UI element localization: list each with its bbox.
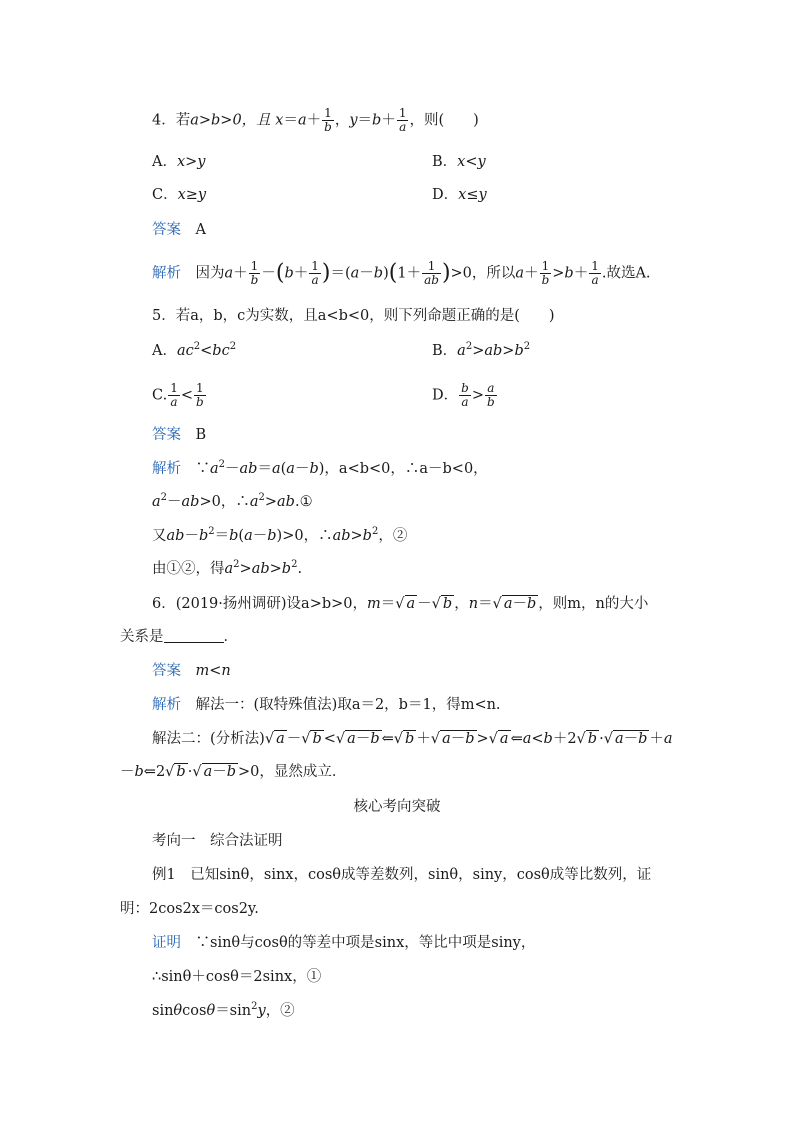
q6-solution-line-1: 解析 解法一：(取特殊值法)取a＝2，b＝1，得m<n.: [152, 697, 501, 713]
q4-option-b: B．x<y: [432, 154, 486, 170]
example-1-proof-line-3: $\sin\theta\cos\theta=\sin^2y$，②: [152, 1001, 295, 1019]
q4-solution: 解析 因为a＋ $\frac{1}{b}$ －(b＋ $\frac{1}{a}$ )＝(a－b)(1＋ $\frac{1}{ab}$ )>0，所以a＋ $\frac{1}{b}$ >b＋ $\frac{1}{a}$ .故选A.: [152, 259, 651, 287]
q6-solution-line-2: 解法二：(分析法)√ a －√ b <√ a－b ⇐√ b ＋√ a－b >√ a ⇐a<b＋2√ b ·√ a－b ＋a: [152, 731, 673, 747]
q5-solution-line-4: 由①②，得$a^2>ab>b^2$.: [152, 559, 303, 577]
q6-solution-line-3: －b⇐2√ b ·√ a－b >0，显然成立．: [120, 764, 347, 780]
section-title: 核心考向突破: [353, 799, 441, 815]
q4-stem: 4．若a>b>0，且 x＝a＋ $\frac{1}{b}$ ，y＝b＋ $\frac{1}{a}$ ，则( ): [152, 106, 479, 134]
answer-label: 答案: [152, 663, 181, 679]
q5-solution-line-3: 又$ab-b^2=b(a-b)>0$，$\therefore ab>b^2$，②: [152, 526, 408, 544]
q6-answer: 答案 m<n: [152, 663, 231, 679]
solution-label: 解析: [152, 265, 181, 282]
example-1-stem-line-2: 明：2cos2x＝cos2y.: [120, 901, 259, 917]
example-1-stem: 例1 已知sinθ，sinx，cosθ成等差数列，sinθ，siny，cosθ成等比数列，证: [152, 867, 652, 883]
solution-label: 解析: [152, 697, 181, 713]
proof-label: 证明: [152, 935, 181, 951]
q5-solution-line-1: 解析 $\because a^2-ab=a(a-b)$，a<b<0，∴a－b<0，: [152, 459, 488, 477]
q5-solution-line-2: $a^2-ab>0$，$\therefore a^2>ab.①$: [152, 492, 313, 510]
q4-answer: 答案 A: [152, 222, 206, 238]
solution-label: 解析: [152, 461, 181, 477]
q5-option-c: C. $\frac{1}{a}$ < $\frac{1}{b}$: [152, 381, 204, 409]
q6-stem-line-2: 关系是 ．: [120, 629, 238, 645]
q5-option-b: B．$a^2>ab>b^2$: [432, 341, 531, 359]
q5-option-a: A．$ac^2<bc^2$: [152, 341, 237, 359]
q4-option-c: C．x≥y: [152, 187, 207, 203]
answer-label: 答案: [152, 222, 181, 238]
q4-option-a: A．x>y: [152, 154, 206, 170]
answer-blank: [164, 628, 224, 643]
example-1-proof-line-1: 证明 ∵sinθ与cosθ的等差中项是sinx，等比中项是siny，: [152, 935, 536, 951]
q6-stem: 6．(2019·扬州调研)设a>b>0，m＝√ a －√ b ，n＝√ a－b ，则m，n的大小: [152, 596, 649, 612]
q5-option-d: D． $\frac{b}{a}$ > $\frac{a}{b}$: [432, 381, 495, 409]
q5-answer: 答案 B: [152, 427, 207, 443]
direction-heading: 考向一 综合法证明: [152, 833, 283, 849]
example-1-proof-line-2: ∴sinθ＋cosθ＝2sinx，①: [152, 969, 322, 985]
q5-stem: 5．若a，b，c为实数，且a<b<0，则下列命题正确的是( ): [152, 308, 555, 324]
answer-label: 答案: [152, 427, 181, 443]
q4-option-d: D．x≤y: [432, 187, 487, 203]
